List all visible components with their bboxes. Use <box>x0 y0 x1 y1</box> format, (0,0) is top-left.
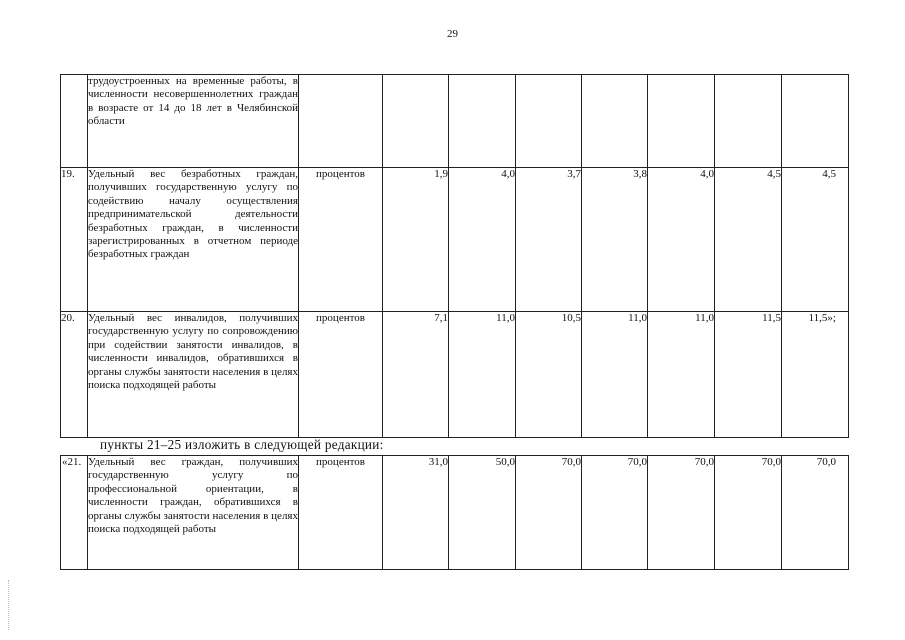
row-description: Удельный вес инвалидов, получивших государственную услугу по сопровождению при содействии занятости инвалидов, в численности инвалидов, обратившихся в органы службы занятости населения в целях поиска подходящей работы <box>88 312 299 438</box>
row-value: 70,0 <box>715 456 782 570</box>
row-value: 70,0 <box>516 456 582 570</box>
margin-mark <box>8 580 9 630</box>
row-value: 11,0 <box>449 312 516 438</box>
row-value: 10,5 <box>516 312 582 438</box>
row-unit: процентов <box>299 168 383 312</box>
row-number <box>61 75 88 168</box>
row-value <box>449 75 516 168</box>
row-value: 7,1 <box>383 312 449 438</box>
row-number: «21. <box>61 456 88 570</box>
indicators-table-1 <box>60 74 849 438</box>
amendment-instruction: пункты 21–25 изложить в следующей редакции: <box>100 437 384 452</box>
row-value: 11,0 <box>648 312 715 438</box>
table-row <box>61 456 849 570</box>
row-value <box>383 75 449 168</box>
row-value: 4,5 <box>715 168 782 312</box>
row-value <box>715 75 782 168</box>
row-value: 1,9 <box>383 168 449 312</box>
row-value: 4,0 <box>648 168 715 312</box>
row-value: 4,5 <box>782 168 849 312</box>
row-value: 11,5 <box>715 312 782 438</box>
row-value <box>782 75 849 168</box>
table-row <box>61 75 849 168</box>
row-value: 70,0 <box>648 456 715 570</box>
row-description: Удельный вес безработных граждан, получивших государственную услугу по содействию началу осуществления предпринимательской деятельности безработных граждан, в численности зарегистрированных в отчетном периоде безработных граждан <box>88 168 299 312</box>
row-value: 70,0 <box>582 456 648 570</box>
row-value <box>648 75 715 168</box>
table-row <box>61 312 849 438</box>
row-value: 70,0 <box>782 456 849 570</box>
row-value: 50,0 <box>449 456 516 570</box>
row-value <box>582 75 648 168</box>
row-number: 19. <box>61 168 88 312</box>
row-unit: процентов <box>299 456 383 570</box>
row-value: 11,5»; <box>782 312 849 438</box>
page-number: 29 <box>447 28 458 40</box>
row-number: 20. <box>61 312 88 438</box>
row-value: 3,8 <box>582 168 648 312</box>
row-value: 11,0 <box>582 312 648 438</box>
indicators-table-2 <box>60 455 849 570</box>
row-unit <box>299 75 383 168</box>
row-value <box>516 75 582 168</box>
row-value: 4,0 <box>449 168 516 312</box>
row-value: 3,7 <box>516 168 582 312</box>
row-unit: процентов <box>299 312 383 438</box>
row-description: Удельный вес граждан, получивших государственную услугу по профессиональной ориентации, в численности граждан, обратившихся в органы службы занятости населения в целях поиска подходящей работы <box>88 456 299 570</box>
table-row <box>61 168 849 312</box>
row-description: трудоустроенных на временные работы, в численности несовершеннолетних граждан в возрасте от 14 до 18 лет в Челябинской области <box>88 75 299 168</box>
row-value: 31,0 <box>383 456 449 570</box>
